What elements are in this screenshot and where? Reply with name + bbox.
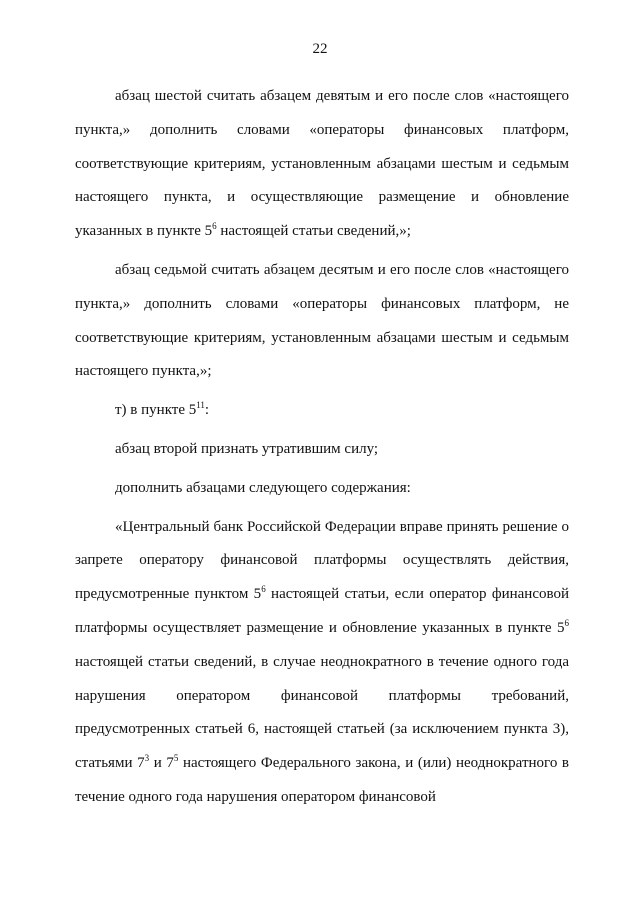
paragraph-4: абзац второй признать утратившим силу; <box>115 440 379 457</box>
paragraph-3: т) в пункте $5^{11}$: <box>115 400 210 419</box>
paragraph-1: абзац шестой считать абзацем девятым и его после слов «настоящего пункта,» дополнить словами «операторы финансовых платформ, соответствующие критериям, установленным абзацами шестым и седьмым настоящего пункта, и осуществляющие размещение и обновление указанных в пункте $5^6$ настоящей статьи сведений,»; <box>75 88 569 240</box>
paragraph-2: абзац седьмой считать абзацем десятым и его после слов «настоящего пункта,» дополнить словами «операторы финансовых платформ, не соответствующие критериям, установленным абзацами шестым и седьмым настоящего пункта,»; <box>75 261 569 380</box>
document-body <box>75 80 569 815</box>
paragraph-5: дополнить абзацами следующего содержания: <box>115 479 411 496</box>
page-number: 22 <box>312 41 328 57</box>
paragraph-6: «Центральный банк Российской Федерации вправе принять решение о запрете оператору финансовой платформы осуществлять действия, предусмотренные пунктом $5^6$ настоящей статьи, если оператор финансовой платформы осуществляет размещение и обновление указанных в пункте $5^6$ настоящей статьи сведений, в случае неоднократного в течение одного года нарушения оператором финансовой платформы требований, предусмотренных статьей 6, настоящей статьей (за исключением пункта 3), статьями $7^3$ и $7^5$ настоящего Федерального закона, и (или) неоднократного в течение одного года нарушения оператором финансовой <box>75 518 570 805</box>
